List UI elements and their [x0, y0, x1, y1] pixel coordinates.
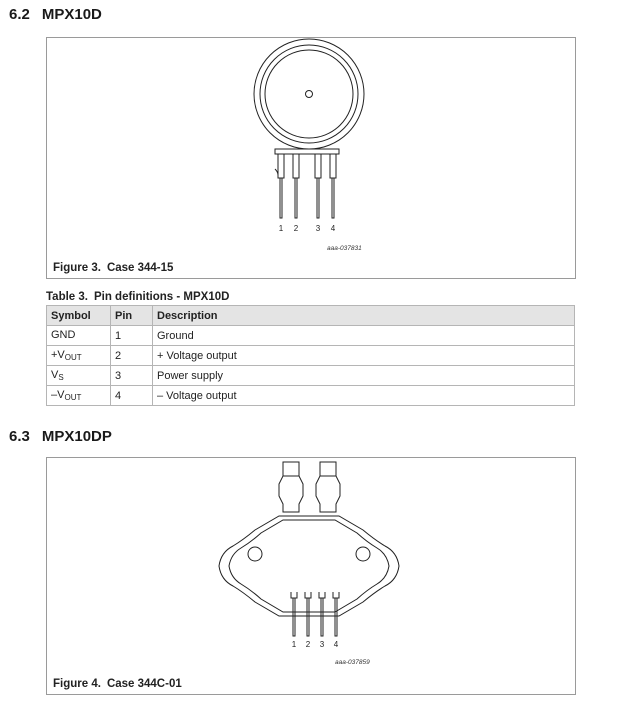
figure-caption: [53, 678, 182, 690]
description-cell: Ground: [153, 326, 575, 346]
table-row: [47, 346, 575, 366]
pin-definitions-table: [46, 305, 575, 406]
section-heading-mpx10dp: [9, 428, 112, 445]
pin-label: 3: [319, 640, 325, 649]
table-header-row: [47, 306, 575, 326]
figure-caption-text: Case 344-15: [106, 262, 174, 274]
description-cell: + Voltage output: [153, 346, 575, 366]
pin-label: 4: [330, 224, 336, 233]
section-number: 6.2: [9, 6, 30, 23]
symbol-subscript: S: [58, 373, 64, 382]
figure-ref-code: aaa-037859: [335, 659, 370, 666]
section-title: MPX10DP: [41, 428, 112, 445]
pin-label: 2: [305, 640, 311, 649]
figure-caption-text: Case 344C-01: [106, 678, 182, 690]
pin-cell: 3: [111, 366, 153, 386]
figure-label: Figure 4.: [53, 678, 101, 690]
pin-label: 1: [278, 224, 284, 233]
figure-case-344-15: [46, 37, 576, 279]
pin-cell: 1: [111, 326, 153, 346]
pin-label: 1: [291, 640, 297, 649]
pin-cell: 2: [111, 346, 153, 366]
symbol-text: –V: [51, 389, 65, 401]
symbol-cell: [47, 386, 111, 406]
description-cell: Power supply: [153, 366, 575, 386]
symbol-text: +V: [51, 349, 65, 361]
symbol-text: GND: [51, 329, 76, 341]
table-row: [47, 386, 575, 406]
table-label: Table 3.: [46, 291, 88, 303]
column-header-description: Description: [153, 306, 575, 326]
table-row: [47, 326, 575, 346]
section-heading-mpx10d: [9, 6, 102, 23]
section-number: 6.3: [9, 428, 30, 445]
pin-label: 2: [293, 224, 299, 233]
table-row: [47, 366, 575, 386]
symbol-subscript: OUT: [64, 393, 82, 402]
symbol-cell: [47, 366, 111, 386]
section-title: MPX10D: [41, 6, 102, 23]
figure-ref-code: aaa-037831: [327, 245, 362, 252]
symbol-cell: [47, 346, 111, 366]
figure-label: Figure 3.: [53, 262, 101, 274]
symbol-subscript: OUT: [64, 353, 82, 362]
column-header-symbol: Symbol: [47, 306, 111, 326]
figure-case-344c-01: [46, 457, 576, 695]
column-header-pin: Pin: [111, 306, 153, 326]
mpx10d-package-drawing: [47, 38, 575, 278]
mpx10dp-package-drawing: [47, 458, 575, 694]
pin-label: 3: [315, 224, 321, 233]
pin-cell: 4: [111, 386, 153, 406]
table-title-text: Pin definitions - MPX10D: [93, 291, 230, 303]
description-cell: – Voltage output: [153, 386, 575, 406]
figure-caption: [53, 262, 173, 274]
symbol-text: V: [51, 369, 59, 381]
table-title: [46, 291, 229, 303]
pin-label: 4: [333, 640, 339, 649]
symbol-cell: [47, 326, 111, 346]
